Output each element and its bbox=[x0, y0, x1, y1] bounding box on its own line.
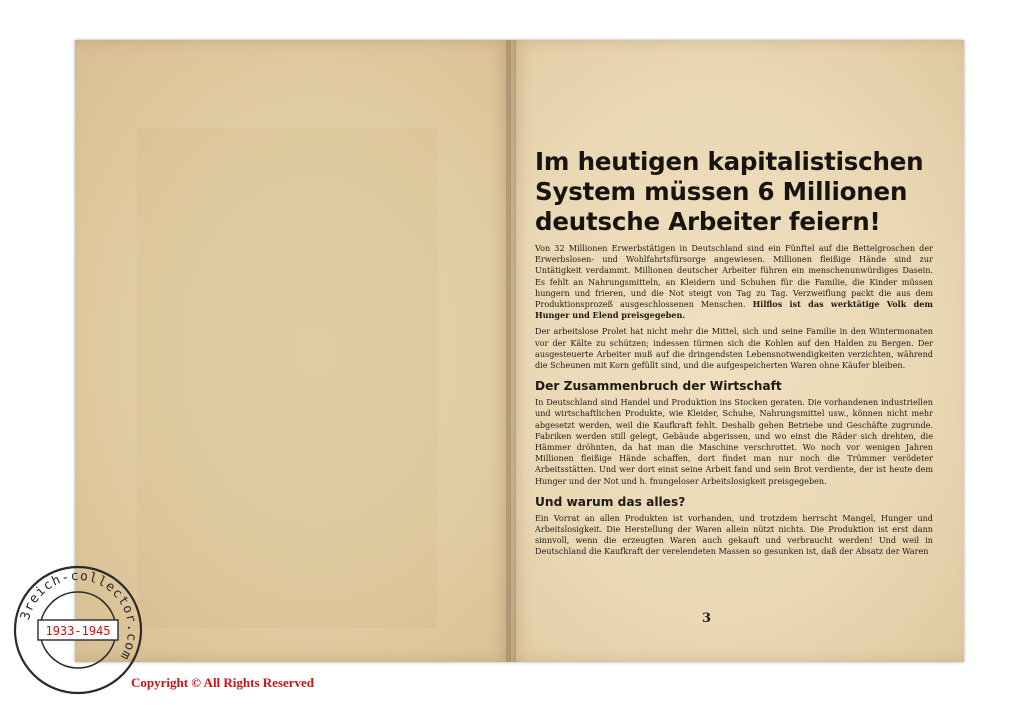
section-1-paragraph: In Deutschland sind Handel und Produktion ins Stocken geraten. Die vorhandenen industriellen und wirtschaftlichen Produkte, wie Kleider, Schuhe, Nahrungsmittel usw., können nicht mehr abgesetzt werden, weil die Kaufkraft fehlt. Deshalb gehen Betriebe und Geschäfte zugrunde. Fabriken werden still gelegt, Gebäude abgerissen, und wo einst die Räder sich drehten, die Hämmer dröhnten, da hat man die Maschine verschrottet. Wo noch vor wenigen Jahren Millionen fleißige Hände schaffen, dort findet man nur noch die Trümmer verödeter Arbeitsstätten. Und wer dort einst seine Arbeit fand und sein Brot verdiente, der ist heute dem Hunger und der Not und h. fnungeloser Arbeitslosigkeit preisgegeben. bbox=[535, 397, 933, 486]
copyright-notice: Copyright © All Rights Reserved bbox=[131, 675, 315, 690]
headline: Im heutigen kapitalistischen System müssen 6 Millionen deutsche Arbeiter feiern! bbox=[535, 147, 924, 236]
page-content bbox=[535, 147, 933, 563]
stamp-years: 1933-1945 bbox=[45, 624, 111, 638]
section-2-paragraph: Ein Vorrat an allen Produkten ist vorhanden, und trotzdem herrscht Mangel, Hunger und Arbeitslosigkeit. Die Herstellung der Waren allein nützt nichts. Die Produktion ist erst dann sinnvoll, wenn die erzeugten Waren auch gekauft und verbraucht werden! Und weil in Deutschland die Kaufkraft der verelendeten Massen so gesunken ist, daß der Absatz der Waren bbox=[535, 512, 933, 557]
intro-paragraph-2: Der arbeitslose Prolet hat nicht mehr die Mittel, sich und seine Familie in den Wintermonaten vor der Kälte zu schützen; indessen türmen sich die Kohlen auf den Halden zu Bergen. Der ausgesteuerte Arbeiter muß auf die dringendsten Lebensnotwendigkeiten verzichten, während die Scheunen mit Korn gefüllt sind, und die aufgespeicherten Waren ohne Käufer bleiben. bbox=[535, 326, 933, 371]
watermark-stamp-icon bbox=[12, 564, 144, 696]
intro-paragraph-1-text: Von 32 Millionen Erwerbstätigen in Deutschland sind ein Fünftel auf die Bettelgroschen der Erwerbslosen- und Wohlfahrtsfürsorge angewiesen. Millionen fleißige Hände sind zur Untätigkeit verdammt. Millionen deutscher Arbeiter führen ein menschenunwürdiges Dasein. Es fehlt an Nahrungsmitteln, an Kleidern und Schuhen für die Familie, die Kinder müssen hungern und frieren, und die Not steigt von Tag zu Tag. Verzweiflung packt die aus dem Produktionsprozeß ausgeschlossenen Menschen. bbox=[535, 243, 933, 310]
stamp-site-text: 3reich-collector.com bbox=[18, 568, 140, 663]
section-heading-wirtschaft: Der Zusammenbruch der Wirtschaft bbox=[535, 379, 782, 394]
book-gutter bbox=[506, 40, 516, 662]
intro-paragraph-1 bbox=[535, 243, 933, 321]
page-number: 3 bbox=[702, 611, 712, 626]
left-page-print-shadow bbox=[137, 128, 437, 628]
section-heading-warum: Und warum das alles? bbox=[535, 494, 686, 509]
intro-paragraph-1-bold: Hilflos ist das werktätige Volk dem Hunger und Elend preisgegeben. bbox=[535, 299, 934, 321]
right-page bbox=[511, 40, 964, 662]
